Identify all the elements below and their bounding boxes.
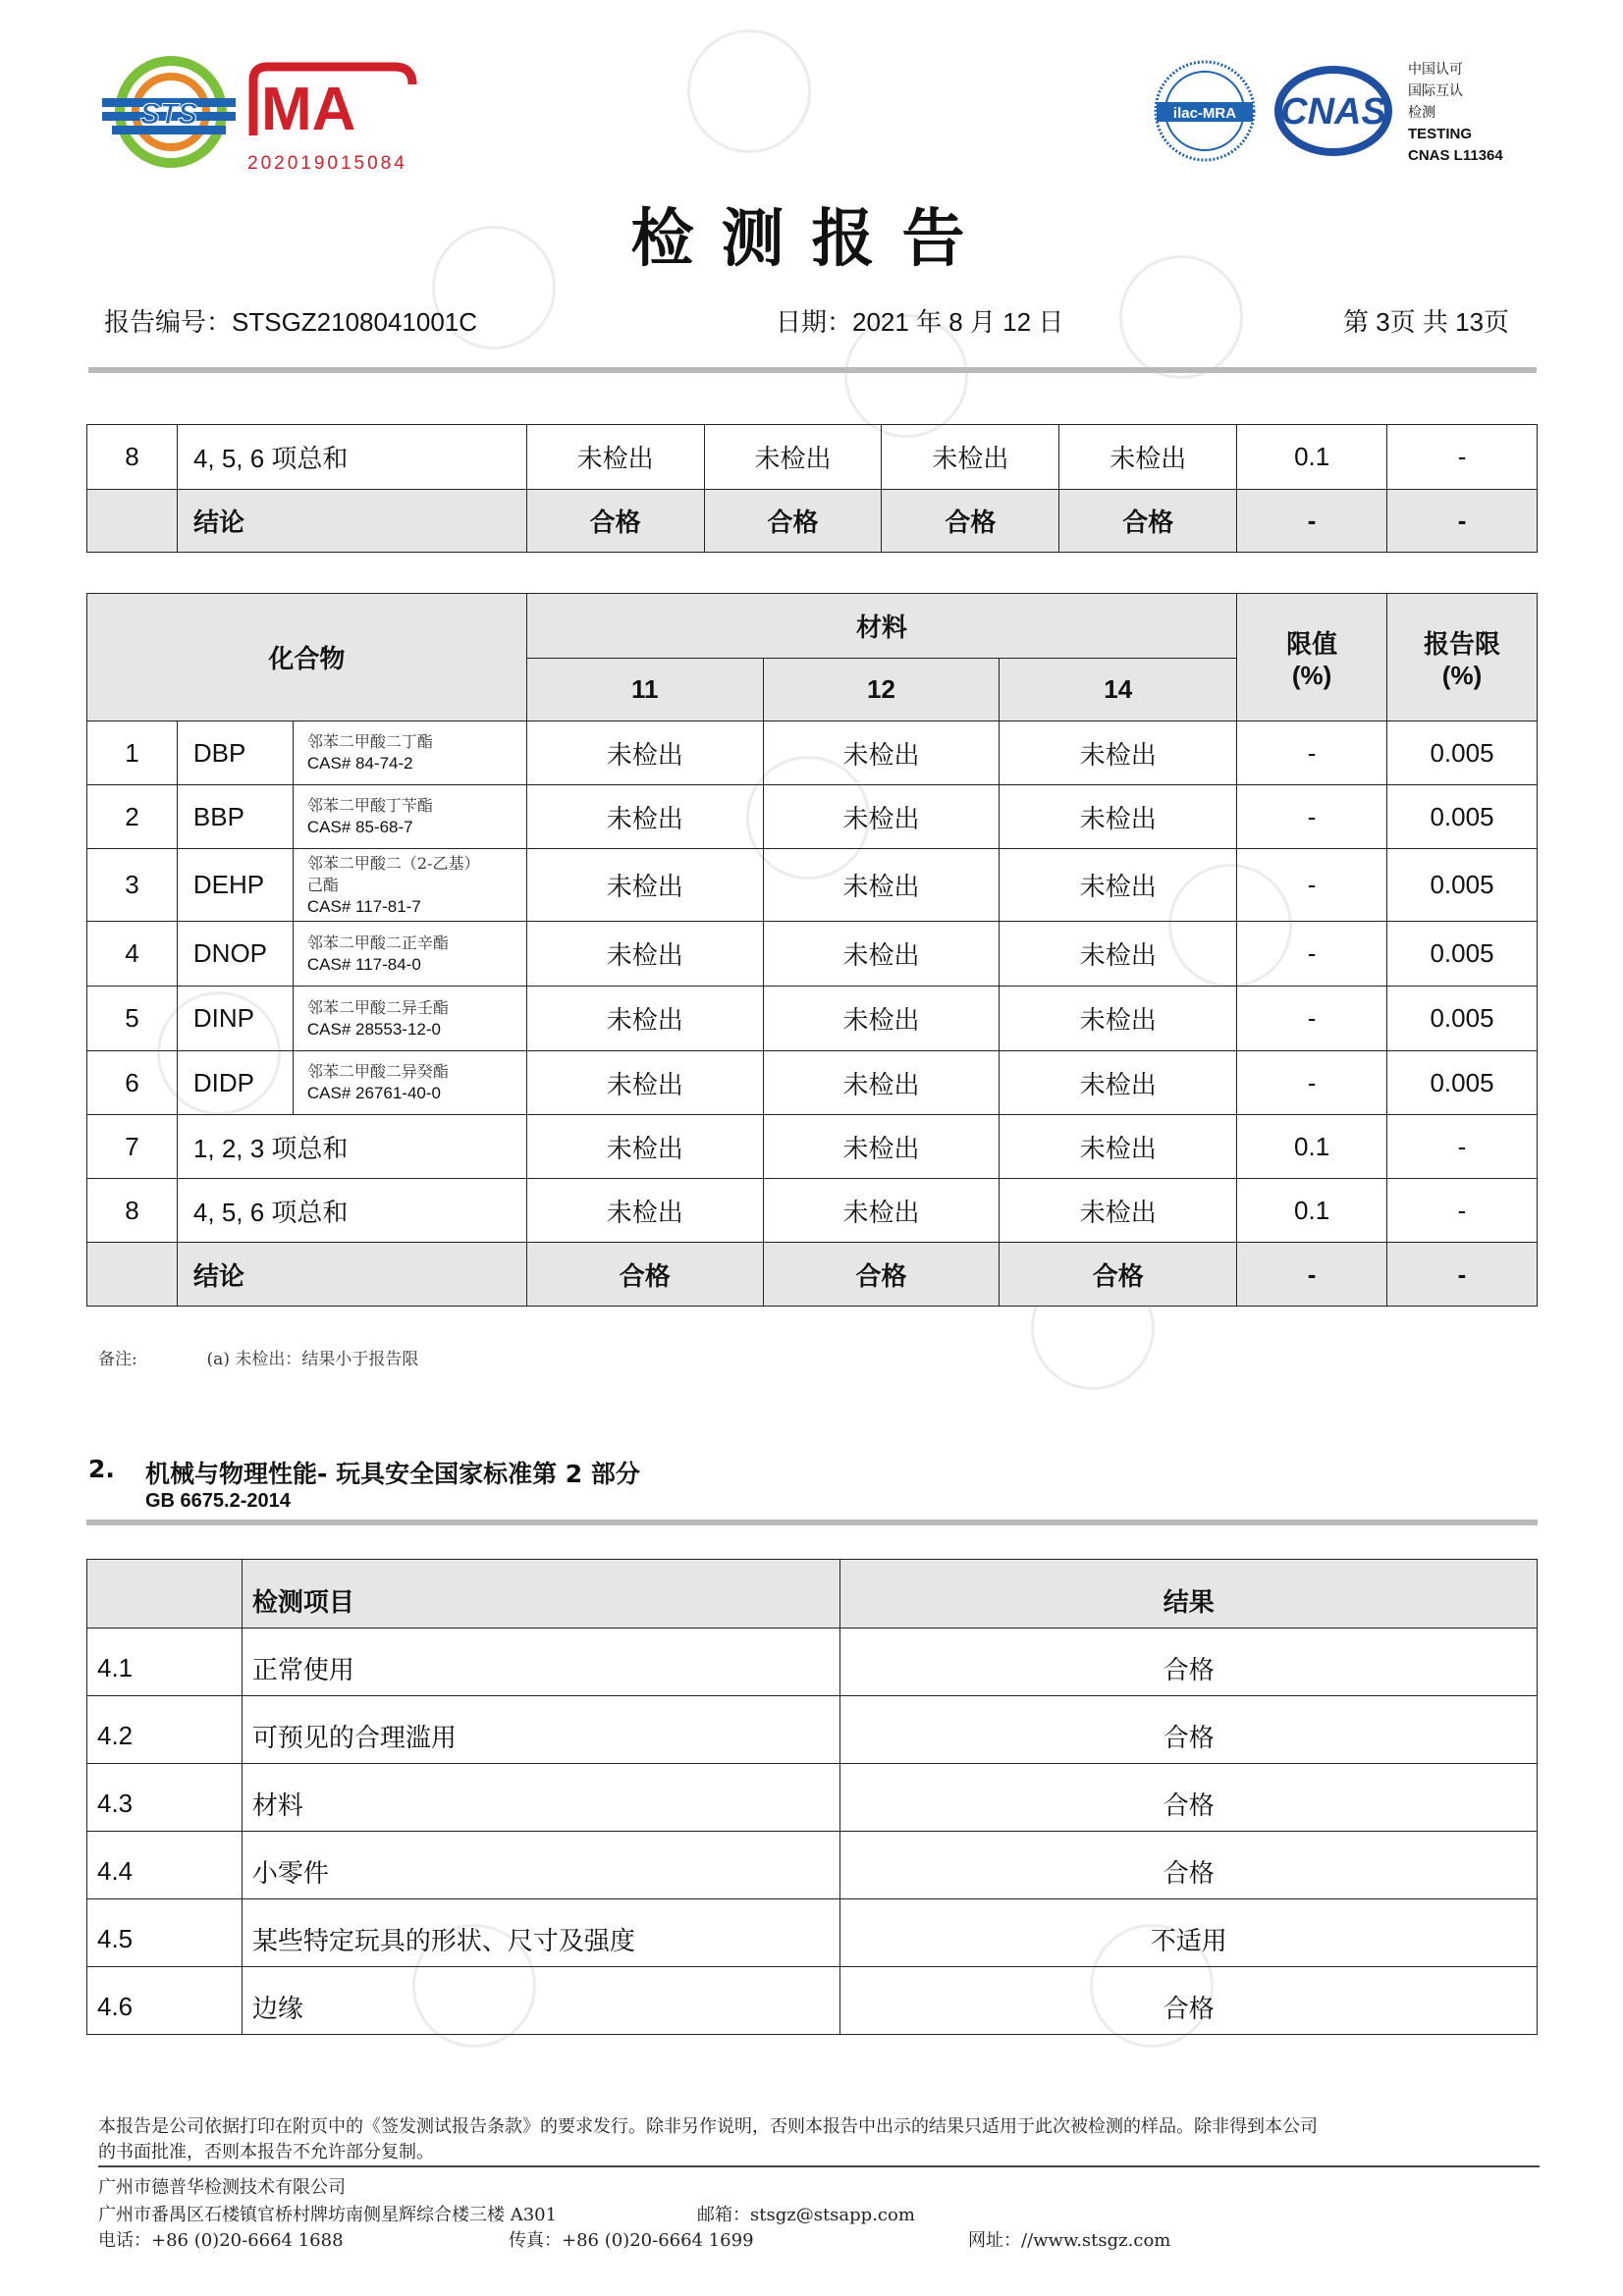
header-report-limit-unit: (%) bbox=[1441, 660, 1483, 690]
test-item: 可预见的合理滥用 bbox=[242, 1696, 840, 1764]
table-row bbox=[87, 721, 1538, 785]
header-limit-unit: (%) bbox=[1291, 660, 1332, 690]
chem-cas: CAS# 26761-40-0 bbox=[306, 1084, 441, 1102]
chem-desc bbox=[293, 987, 526, 1051]
cnas-line: CNAS L11364 bbox=[1408, 147, 1503, 164]
report-limit-cell: 0.005 bbox=[1387, 987, 1538, 1051]
result-cell: 未检出 bbox=[1059, 425, 1237, 490]
row-number bbox=[87, 1243, 178, 1307]
result-cell: 合格 bbox=[882, 490, 1059, 553]
header-compound: 化合物 bbox=[87, 594, 527, 721]
cma-number: 202019015084 bbox=[247, 153, 407, 174]
row-name: 4, 5, 6 项总和 bbox=[177, 425, 526, 490]
cma-logo bbox=[247, 59, 420, 143]
report-limit-cell: 0.005 bbox=[1387, 721, 1538, 785]
result-cell: 未检出 bbox=[763, 987, 1000, 1051]
chem-abbr: DIDP bbox=[177, 1051, 293, 1115]
report-limit-cell: 0.005 bbox=[1387, 785, 1538, 849]
cnas-logo-text: CNAS bbox=[1280, 91, 1386, 133]
result-cell: 未检出 bbox=[763, 849, 1000, 922]
result-cell: 未检出 bbox=[1000, 1051, 1237, 1115]
cnas-line: 中国认可 bbox=[1408, 62, 1463, 78]
table-row bbox=[87, 987, 1538, 1051]
report-limit-cell: - bbox=[1387, 1115, 1538, 1179]
limit-cell: 0.1 bbox=[1237, 425, 1387, 490]
chem-desc bbox=[293, 849, 526, 922]
test-result: 合格 bbox=[840, 1967, 1538, 2035]
svg-text:STS: STS bbox=[139, 98, 198, 131]
chem-abbr: DBP bbox=[177, 721, 293, 785]
header-report-limit bbox=[1387, 594, 1538, 721]
row-name: 结论 bbox=[177, 490, 526, 553]
disclaimer-line: 的书面批准，否则本报告不允许部分复制。 bbox=[98, 2142, 434, 2163]
section-standard: GB 6675.2-2014 bbox=[145, 1490, 291, 1512]
header-limit bbox=[1237, 594, 1387, 721]
report-limit-cell: - bbox=[1387, 425, 1538, 490]
clause-number: 4.6 bbox=[87, 1967, 243, 2035]
result-cell: 未检出 bbox=[526, 785, 763, 849]
report-limit-cell: - bbox=[1387, 490, 1538, 553]
chem-cn-name: 邻苯二甲酸二异癸酯 bbox=[306, 1062, 449, 1081]
cnas-logo bbox=[1272, 65, 1394, 157]
clause-number: 4.2 bbox=[87, 1696, 243, 1764]
test-result: 合格 bbox=[840, 1832, 1538, 1899]
row-name: 4, 5, 6 项总和 bbox=[177, 1179, 526, 1243]
chem-cas: CAS# 28553-12-0 bbox=[306, 1019, 441, 1039]
result-cell: 未检出 bbox=[1000, 1115, 1237, 1179]
test-item: 小零件 bbox=[242, 1832, 840, 1899]
table-row bbox=[87, 785, 1538, 849]
chem-cn-name: 邻苯二甲酸二异壬酯 bbox=[306, 997, 449, 1017]
chem-cn-name: 邻苯二甲酸二正辛酯 bbox=[306, 933, 449, 952]
test-result: 不适用 bbox=[840, 1899, 1538, 1967]
section-divider bbox=[86, 1520, 1538, 1525]
chem-desc bbox=[293, 922, 526, 987]
clause-number: 4.3 bbox=[87, 1764, 243, 1832]
limit-cell: - bbox=[1237, 987, 1387, 1051]
row-number bbox=[87, 490, 178, 553]
test-item: 边缘 bbox=[242, 1967, 840, 2035]
row-number: 1 bbox=[87, 721, 178, 785]
result-cell: 未检出 bbox=[882, 425, 1059, 490]
row-number: 6 bbox=[87, 1051, 178, 1115]
header-result: 结果 bbox=[840, 1560, 1538, 1629]
chem-cas: CAS# 84-74-2 bbox=[306, 754, 413, 773]
cnas-line: 国际互认 bbox=[1408, 83, 1463, 99]
row-number: 4 bbox=[87, 922, 178, 987]
chem-abbr: DINP bbox=[177, 987, 293, 1051]
header-limit-label: 限值 bbox=[1286, 628, 1338, 659]
row-number: 3 bbox=[87, 849, 178, 922]
disclaimer-line: 本报告是公司依据打印在附页中的《签发测试报告条款》的要求发行。除非另作说明，否则本报告中出示的结果只适用于此次被检测的样品。除非得到本公司 bbox=[98, 2116, 1318, 2137]
company-phone: 电话：+86 (0)20-6664 1688 bbox=[98, 2230, 344, 2251]
svg-text:MA: MA bbox=[261, 76, 356, 143]
result-cell: 合格 bbox=[1059, 490, 1237, 553]
conclusion-row bbox=[87, 1243, 1538, 1307]
conclusion-row bbox=[87, 490, 1538, 553]
result-cell: 未检出 bbox=[1000, 987, 1237, 1051]
table-row bbox=[87, 1967, 1538, 2035]
result-cell: 合格 bbox=[526, 1243, 763, 1307]
table-row bbox=[87, 1051, 1538, 1115]
table-row bbox=[87, 1899, 1538, 1967]
report-limit-cell: - bbox=[1387, 1179, 1538, 1243]
result-cell: 合格 bbox=[1000, 1243, 1237, 1307]
result-cell: 未检出 bbox=[763, 1115, 1000, 1179]
chem-abbr: DNOP bbox=[177, 922, 293, 987]
result-cell: 合格 bbox=[704, 490, 882, 553]
report-limit-cell: - bbox=[1387, 1243, 1538, 1307]
footer-divider bbox=[98, 2165, 1540, 2167]
test-result: 合格 bbox=[840, 1696, 1538, 1764]
report-date: 日期：2021 年 8 月 12 日 bbox=[776, 307, 1064, 337]
limit-cell: 0.1 bbox=[1237, 1115, 1387, 1179]
limit-cell: - bbox=[1237, 1051, 1387, 1115]
material-id: 11 bbox=[526, 659, 763, 721]
result-cell: 未检出 bbox=[704, 425, 882, 490]
result-cell: 未检出 bbox=[763, 1179, 1000, 1243]
page-title: 检测报告 bbox=[630, 202, 993, 276]
result-cell: 未检出 bbox=[526, 987, 763, 1051]
test-result: 合格 bbox=[840, 1629, 1538, 1696]
row-number: 2 bbox=[87, 785, 178, 849]
result-cell: 未检出 bbox=[526, 1179, 763, 1243]
result-cell: 未检出 bbox=[1000, 1179, 1237, 1243]
report-number: 报告编号：STSGZ2108041001C bbox=[104, 307, 478, 337]
note-label: 备注: bbox=[98, 1350, 137, 1369]
material-id: 14 bbox=[1000, 659, 1237, 721]
chem-cas: CAS# 85-68-7 bbox=[306, 818, 413, 836]
limit-cell: - bbox=[1237, 922, 1387, 987]
section-number: 2. bbox=[88, 1455, 115, 1483]
result-cell: 未检出 bbox=[1000, 922, 1237, 987]
table-row bbox=[87, 1629, 1538, 1696]
limit-cell: 0.1 bbox=[1237, 1179, 1387, 1243]
test-item: 某些特定玩具的形状、尺寸及强度 bbox=[242, 1899, 840, 1967]
company-website: 网址：//www.stsgz.com bbox=[968, 2230, 1171, 2251]
row-number: 7 bbox=[87, 1115, 178, 1179]
table-row bbox=[87, 1764, 1538, 1832]
table-row bbox=[87, 922, 1538, 987]
clause-number: 4.1 bbox=[87, 1629, 243, 1696]
material-id: 12 bbox=[763, 659, 1000, 721]
result-cell: 未检出 bbox=[763, 922, 1000, 987]
table-row bbox=[87, 1832, 1538, 1899]
cnas-line: TESTING bbox=[1408, 126, 1473, 142]
limit-cell: - bbox=[1237, 490, 1387, 553]
result-cell: 合格 bbox=[526, 490, 704, 553]
test-item: 材料 bbox=[242, 1764, 840, 1832]
note-text: (a) 未检出：结果小于报告限 bbox=[206, 1350, 419, 1369]
result-cell: 未检出 bbox=[1000, 785, 1237, 849]
clause-number: 4.5 bbox=[87, 1899, 243, 1967]
result-cell: 未检出 bbox=[526, 922, 763, 987]
cnas-accreditation-text bbox=[1408, 59, 1503, 167]
note bbox=[98, 1345, 418, 1369]
report-limit-cell: 0.005 bbox=[1387, 849, 1538, 922]
chem-cas: CAS# 117-84-0 bbox=[306, 954, 421, 974]
limit-cell: - bbox=[1237, 849, 1387, 922]
chem-abbr: DEHP bbox=[177, 849, 293, 922]
result-cell: 未检出 bbox=[763, 721, 1000, 785]
chem-cn-name: 邻苯二甲酸丁苄酯 bbox=[306, 796, 433, 815]
chem-desc bbox=[293, 1051, 526, 1115]
section-title: 机械与物理性能- 玩具安全国家标准第 2 部分 bbox=[145, 1460, 640, 1488]
page-indicator: 第 3页 共 13页 bbox=[1343, 307, 1510, 337]
header-item: 检测项目 bbox=[242, 1560, 840, 1629]
table-row bbox=[87, 1696, 1538, 1764]
result-cell: 未检出 bbox=[526, 1051, 763, 1115]
ilac-text: ilac-MRA bbox=[1172, 105, 1237, 122]
chem-cn-name: 邻苯二甲酸二丁酯 bbox=[306, 732, 433, 751]
result-cell: 未检出 bbox=[526, 425, 704, 490]
result-cell: 未检出 bbox=[763, 1051, 1000, 1115]
table-row bbox=[87, 1179, 1538, 1243]
row-name: 结论 bbox=[177, 1243, 526, 1307]
mechanical-table bbox=[86, 1559, 1538, 2035]
chem-desc bbox=[293, 721, 526, 785]
result-cell: 未检出 bbox=[526, 849, 763, 922]
header-material: 材料 bbox=[526, 594, 1236, 659]
report-limit-cell: 0.005 bbox=[1387, 922, 1538, 987]
table-row bbox=[87, 849, 1538, 922]
sts-logo bbox=[102, 55, 236, 171]
table-header-row bbox=[87, 594, 1538, 659]
header-report-limit-label: 报告限 bbox=[1424, 628, 1501, 659]
header-no bbox=[87, 1560, 243, 1629]
chem-desc bbox=[293, 785, 526, 849]
table-header-row bbox=[87, 1560, 1538, 1629]
company-fax: 传真：+86 (0)20-6664 1699 bbox=[509, 2230, 754, 2251]
ilac-mra-logo bbox=[1151, 57, 1259, 165]
chem-cn-name: 邻苯二甲酸二（2-乙基）己酯 bbox=[306, 853, 480, 894]
cnas-line: 检测 bbox=[1408, 105, 1435, 121]
test-item: 正常使用 bbox=[242, 1629, 840, 1696]
watermark bbox=[687, 29, 811, 153]
result-cell: 合格 bbox=[763, 1243, 1000, 1307]
row-number: 8 bbox=[87, 1179, 178, 1243]
result-cell: 未检出 bbox=[763, 785, 1000, 849]
table-row bbox=[87, 1115, 1538, 1179]
row-name: 1, 2, 3 项总和 bbox=[177, 1115, 526, 1179]
limit-cell: - bbox=[1237, 1243, 1387, 1307]
chem-abbr: BBP bbox=[177, 785, 293, 849]
clause-number: 4.4 bbox=[87, 1832, 243, 1899]
header-divider bbox=[88, 367, 1537, 373]
report-limit-cell: 0.005 bbox=[1387, 1051, 1538, 1115]
phthalates-table bbox=[86, 593, 1538, 1307]
result-cell: 未检出 bbox=[526, 1115, 763, 1179]
continuation-table bbox=[86, 424, 1538, 553]
limit-cell: - bbox=[1237, 785, 1387, 849]
company-email: 邮箱：stsgz@stsapp.com bbox=[697, 2205, 915, 2225]
chem-cas: CAS# 117-81-7 bbox=[306, 896, 421, 916]
company-address: 广州市番禺区石楼镇官桥村牌坊南侧星辉综合楼三楼 A301 bbox=[98, 2205, 558, 2225]
result-cell: 未检出 bbox=[1000, 721, 1237, 785]
row-number: 8 bbox=[87, 425, 178, 490]
row-number: 5 bbox=[87, 987, 178, 1051]
result-cell: 未检出 bbox=[526, 721, 763, 785]
table-row bbox=[87, 425, 1538, 490]
test-result: 合格 bbox=[840, 1764, 1538, 1832]
result-cell: 未检出 bbox=[1000, 849, 1237, 922]
limit-cell: - bbox=[1237, 721, 1387, 785]
company-name: 广州市德普华检测技术有限公司 bbox=[98, 2177, 346, 2198]
